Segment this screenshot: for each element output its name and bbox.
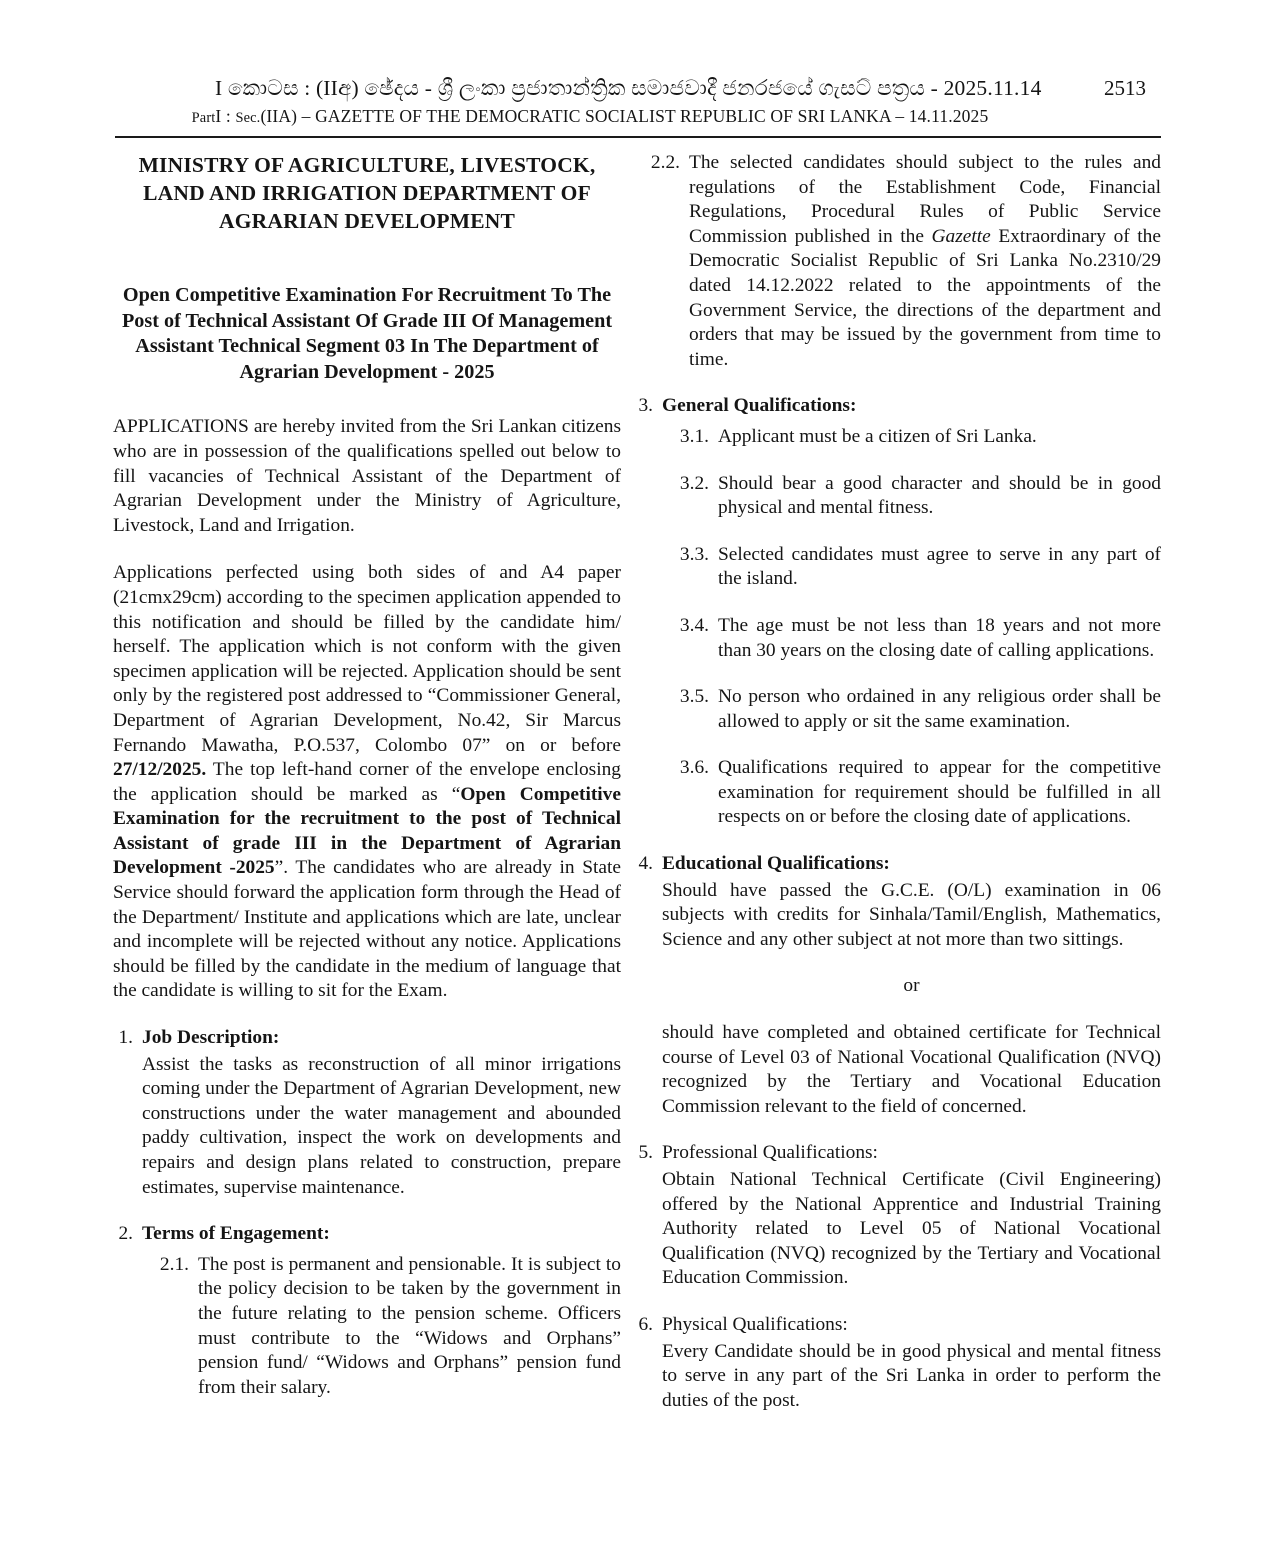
page-header: [115, 76, 1160, 127]
item-2-content: [142, 1222, 621, 1400]
sub-item-3-4: [662, 614, 1161, 663]
item-number-2: 2.: [118, 1223, 133, 1245]
item-4-body: Should have passed the G.C.E. (O/L) examination in 06 subjects with credits for Sinhala/Tamil/English, Mathematics, Science and any other subject at not more than two sittings.: [662, 879, 1161, 950]
item-1-content: [142, 1026, 621, 1200]
item-number-5: 5.: [638, 1142, 653, 1164]
item-3-content: [662, 394, 1161, 830]
paragraph-applications-invited: APPLICATIONS are hereby invited from the Sri Lankan citizens who are in possession of the qualifications spelled out below to fill vacancies of Technical Assistant of the Department of Agrarian Development under the Ministry of Agriculture, Livestock, Land and Irrigation.: [113, 416, 621, 536]
department-title: MINISTRY OF AGRICULTURE, LIVESTOCK, LAND AND IRRIGATION DEPARTMENT OF AGRARIAN DEVELOPMENT: [138, 153, 596, 233]
item-number-3-1: 3.1.: [679, 425, 709, 447]
item-2-1-body: The post is permanent and pensionable. It is subject to the policy decision to be taken by the government in the future relating to the pension scheme. Officers must contribute to the “Widows and Orphans” pension fund/ “Widows and Orphans” pension fund from their salary.: [198, 1253, 621, 1398]
item-number-4: 4.: [638, 853, 653, 875]
list-item-terms-of-engagement: [113, 1222, 621, 1400]
item-6-body: Every Candidate should be in good physical and mental fitness to serve in any part of the Sri Lanka in order to perform the duties of the post.: [662, 1340, 1161, 1411]
item-4-or-separator: or: [903, 975, 920, 997]
item-5-content: [662, 1141, 1161, 1291]
para-instructions-part3: ”. The candidates who are already in State Service should forward the application form through the Head of the Department/ Institute and applications which are late, unclear and incomplete will be rejected without any notice. Applications should be filled by the candidate in the medium of language that the candidate is willing to sit for the Exam.: [113, 857, 621, 1002]
sub-item-3-3: [662, 543, 1161, 592]
item-2-2-text-part1: The selected candidates should subject to the rules and regulations of the Establishment Code, Financial Regulations, Procedural Rules of Public Service Commission published in the: [689, 152, 1161, 247]
header-line-english: [115, 106, 1160, 127]
item-number-1: 1.: [118, 1027, 133, 1049]
item-number-3: 3.: [638, 395, 653, 417]
item-6-heading: Physical Qualifications:: [662, 1313, 848, 1335]
item-number-3-4: 3.4.: [679, 614, 709, 636]
item-3-4-body: The age must be not less than 18 years and not more than 30 years on the closing date of calling applications.: [718, 614, 1161, 661]
header-english-rest: (IIA) – GAZETTE OF THE DEMOCRATIC SOCIALIST REPUBLIC OF SRI LANKA – 14.11.2025: [260, 106, 989, 126]
item-4-heading: Educational Qualifications:: [662, 853, 890, 875]
item-6-content: [662, 1313, 1161, 1413]
list-item-general-qualifications: [633, 394, 1161, 830]
item-2-2-body: [689, 151, 1161, 372]
header-sinhala-text: I කොටස : (IIඅ) ඡේදය - ශ්‍රී ලංකා ප්‍රජාතාන්ත්‍රික සමාජවාදී ජනරජයේ ගැසට් පත්‍රය - 2025.11.14: [215, 76, 1042, 100]
item-3-2-body: Should bear a good character and should be in good physical and mental fitness.: [718, 472, 1161, 519]
item-4-content: [662, 852, 1161, 1119]
sub-item-3-2: [662, 472, 1161, 521]
sub-item-2-1: [142, 1253, 621, 1401]
item-2-heading: Terms of Engagement:: [142, 1223, 330, 1245]
item-1-heading: Job Description:: [142, 1027, 280, 1049]
sub-item-3-6: [662, 756, 1161, 830]
item-number-3-5: 3.5.: [679, 686, 709, 708]
header-divider-rule: [115, 136, 1161, 138]
envelope-marking-bold: Open Competitive Examination for the recruitment to the post of Technical Assistant of grade III in the Department of Agrarian Development -2025: [113, 783, 621, 879]
sub-item-3-1: [662, 425, 1161, 450]
header-line-sinhala: [115, 76, 1160, 101]
gazette-italic: Gazette: [931, 225, 991, 247]
para-instructions-part2: The top left-hand corner of the envelope enclosing the application should be marked as “: [113, 759, 621, 805]
item-2-2-text-part2: Extraordinary of the Democratic Socialist Republic of Sri Lanka No.2310/29 dated 14.12.2022 related to the appointments of the Government Service, the directions of the department and orders that may be issued by the government from time to time.: [689, 225, 1161, 370]
item-5-body: Obtain National Technical Certificate (Civil Engineering) offered by the National Apprentice and Industrial Training Authority related to Level 05 of National Vocational Qualification (NVQ) recognized by the Tertiary and Vocational Education Commission.: [662, 1169, 1161, 1289]
list-item-educational-qualifications: [633, 852, 1161, 1119]
item-5-heading: Professional Qualifications:: [662, 1142, 878, 1164]
item-number-6: 6.: [638, 1313, 653, 1335]
list-item-professional-qualifications: [633, 1141, 1161, 1291]
header-part-label: Part: [191, 110, 216, 126]
item-3-heading: General Qualifications:: [662, 395, 857, 417]
item-number-2-1: 2.1.: [159, 1253, 189, 1275]
paragraph-application-instructions: [113, 561, 621, 1004]
examination-title: Open Competitive Examination For Recruitment To The Post of Technical Assistant Of Grade III Of Management Assistant Technical Segment 03 In The Department of Agrarian Development - 2025: [121, 284, 613, 383]
left-column: [113, 148, 621, 1400]
header-part-numeral: I :: [215, 106, 231, 126]
page-number: 2513: [1104, 76, 1146, 100]
item-number-3-3: 3.3.: [679, 543, 709, 565]
item-4-alternative-body: should have completed and obtained certificate for Technical course of Level 03 of National Vocational Qualification (NVQ) recognized by the Tertiary and Vocational Education Commission relevant to the field of concerned.: [662, 1022, 1161, 1117]
sub-item-3-5: [662, 685, 1161, 734]
header-sec-label: Sec.: [235, 110, 261, 126]
item-3-3-body: Selected candidates must agree to serve in any part of the island.: [718, 543, 1161, 590]
item-number-3-2: 3.2.: [679, 472, 709, 494]
item-3-1-body: Applicant must be a citizen of Sri Lanka.: [718, 425, 1037, 447]
item-1-body: Assist the tasks as reconstruction of all minor irrigations coming under the Department of Agrarian Development, new constructions under the water management and abounded paddy cultivation, inspect the work on developments and repairs and design plans related to construction, prepare estimates, supervise maintenance.: [142, 1053, 621, 1198]
item-number-3-6: 3.6.: [679, 757, 709, 779]
list-item-physical-qualifications: [633, 1313, 1161, 1413]
closing-date-bold: 27/12/2025.: [113, 759, 207, 781]
item-3-5-body: No person who ordained in any religious order shall be allowed to apply or sit the same examination.: [718, 686, 1161, 732]
list-item-job-description: [113, 1026, 621, 1200]
sub-item-2-2: [633, 151, 1161, 372]
para-instructions-part1: Applications perfected using both sides of and A4 paper (21cmx29cm) according to the specimen application appended to this notification and should be filled by the candidate him/ herself. The application which is not conform with the given specimen application will be rejected. Application should be sent only by the registered post addressed to “Commissioner General, Department of Agrarian Development, No.42, Sir Marcus Fernando Mawatha, P.O.537, Colombo 07” on or before: [113, 562, 621, 756]
right-column: [633, 148, 1161, 1413]
item-3-6-body: Qualifications required to appear for the competitive examination for requirement should be fulfilled in all respects on or before the closing date of applications.: [718, 757, 1161, 828]
item-number-2-2: 2.2.: [650, 152, 680, 173]
